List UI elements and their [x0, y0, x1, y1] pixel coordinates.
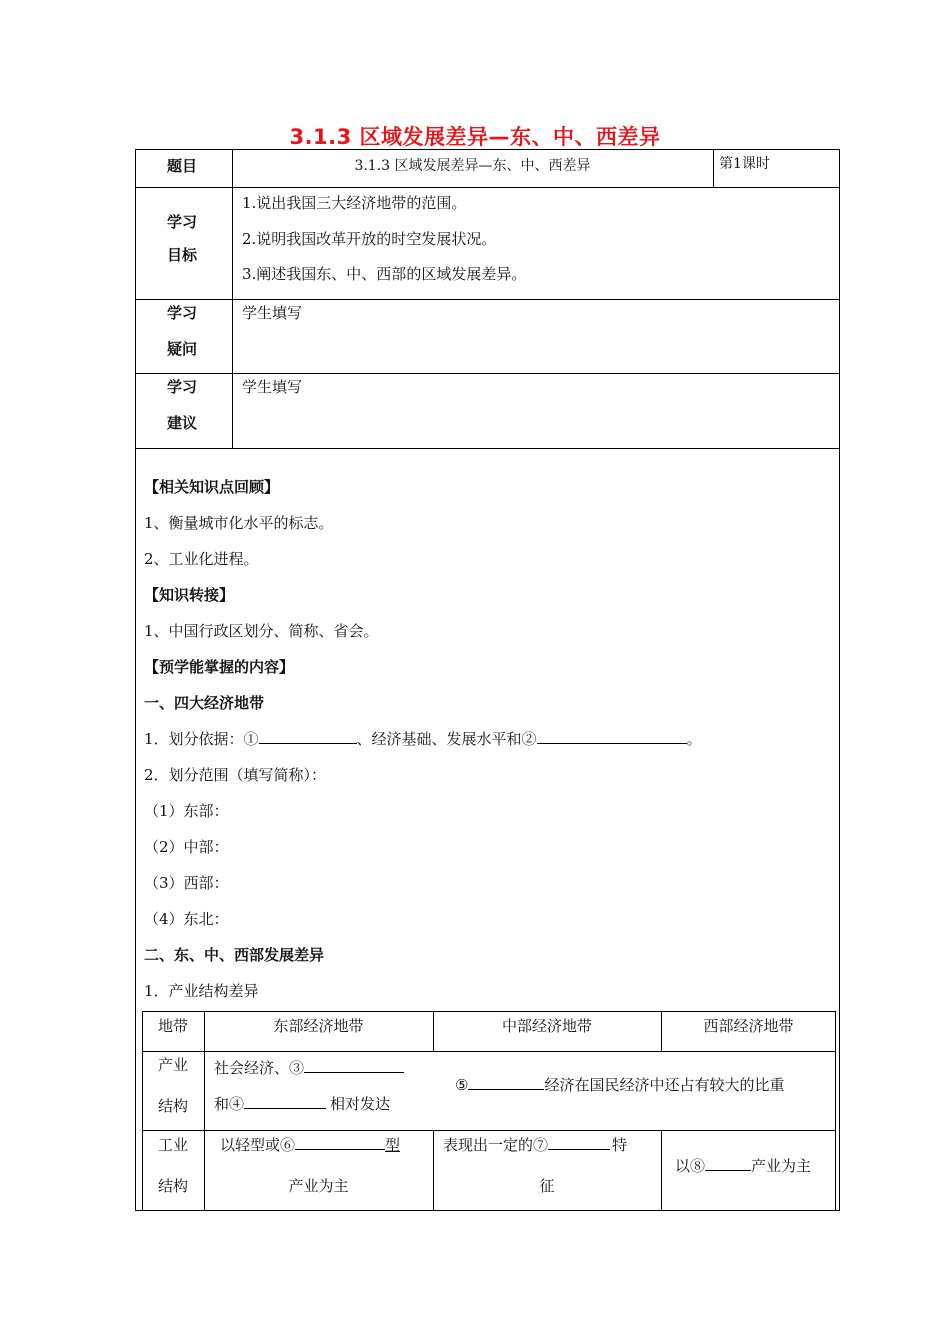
- blank-8[interactable]: [705, 1156, 751, 1171]
- advice-label-1: 学习: [167, 378, 198, 396]
- industry-heading: 1．产业结构差异: [144, 982, 259, 1000]
- transfer-item: 1、中国行政区划分、简称、省会。: [144, 622, 379, 640]
- blank-5[interactable]: [468, 1075, 544, 1090]
- section1-heading: 一、四大经济地带: [144, 694, 265, 712]
- blank-7[interactable]: [548, 1135, 610, 1150]
- scope-item-west: （3）西部：: [144, 874, 229, 892]
- goal-item: 1.说出我国三大经济地带的范围。: [242, 194, 467, 212]
- east-industry-line2: 和④ 相对发达: [214, 1095, 391, 1113]
- scope-heading: 2．划分范围（填写简称）：: [144, 766, 327, 784]
- questions-value: 学生填写: [242, 304, 303, 322]
- period-label: 第1课时: [719, 156, 770, 172]
- transfer-heading: 【知识转接】: [144, 586, 235, 604]
- divider: [135, 187, 840, 188]
- divider: [135, 373, 840, 374]
- east-industrial-line1: 以轻型或⑥ 型: [220, 1136, 401, 1154]
- advice-label-2: 建议: [167, 414, 198, 432]
- midwest-industry: ⑤ 经济在国民经济中还占有较大的比重: [455, 1076, 785, 1094]
- goal-item: 3.阐述我国东、中、西部的区域发展差异。: [242, 265, 527, 283]
- row-label-industry-2: 结构: [157, 1097, 188, 1115]
- col-header-west: 西部经济地带: [703, 1017, 794, 1035]
- divider: [135, 299, 840, 300]
- questions-label-2: 疑问: [167, 340, 198, 358]
- divider: [142, 1130, 836, 1131]
- divider: [713, 149, 714, 187]
- row-label-industry-1: 产业: [157, 1056, 188, 1074]
- topic-label: 题目: [167, 157, 198, 175]
- divider: [135, 448, 840, 449]
- blank-4[interactable]: [244, 1094, 326, 1109]
- section2-heading: 二、东、中、西部发展差异: [144, 946, 325, 964]
- row-label-industrial-1: 工业: [157, 1136, 188, 1154]
- scope-item-central: （2）中部：: [144, 838, 229, 856]
- topic-value: 3.1.3 区域发展差异—东、中、西差异: [354, 158, 591, 174]
- col-header-east: 东部经济地带: [273, 1017, 364, 1035]
- goals-label-2: 目标: [167, 246, 198, 264]
- preview-heading: 【预学能掌握的内容】: [144, 658, 295, 676]
- row-label-industrial-2: 结构: [157, 1177, 188, 1195]
- review-heading: 【相关知识点回顾】: [144, 478, 280, 496]
- questions-label-1: 学习: [167, 304, 198, 322]
- divider: [232, 149, 233, 448]
- blank-1[interactable]: [259, 729, 357, 744]
- scope-item-east: （1）东部：: [144, 802, 229, 820]
- col-header-zone: 地带: [157, 1017, 188, 1035]
- goals-label-1: 学习: [167, 213, 198, 231]
- review-item: 1、衡量城市化水平的标志。: [144, 514, 334, 532]
- scope-item-northeast: （4）东北：: [144, 910, 229, 928]
- document-title: 3.1.3 区域发展差异—东、中、西差异: [289, 125, 661, 149]
- east-industrial-line2: 产业为主: [288, 1177, 349, 1195]
- goal-item: 2.说明我国改革开放的时空发展状况。: [242, 230, 497, 248]
- blank-3[interactable]: [304, 1058, 404, 1073]
- division-basis: 1．划分依据：① 、经济基础、发展水平和② 。: [144, 730, 702, 748]
- col-header-central: 中部经济地带: [501, 1017, 592, 1035]
- review-item: 2、工业化进程。: [144, 550, 259, 568]
- divider: [142, 1051, 836, 1052]
- divider: [433, 1130, 434, 1211]
- blank-6[interactable]: [295, 1135, 385, 1150]
- central-industrial-line1: 表现出一定的⑦ 特: [443, 1136, 628, 1154]
- blank-2[interactable]: [537, 729, 687, 744]
- advice-value: 学生填写: [242, 378, 303, 396]
- divider: [661, 1130, 662, 1211]
- west-industrial: 以⑧ 产业为主: [675, 1157, 812, 1175]
- central-industrial-line2: 征: [539, 1177, 555, 1195]
- east-industry-line1: 社会经济、③: [214, 1058, 404, 1078]
